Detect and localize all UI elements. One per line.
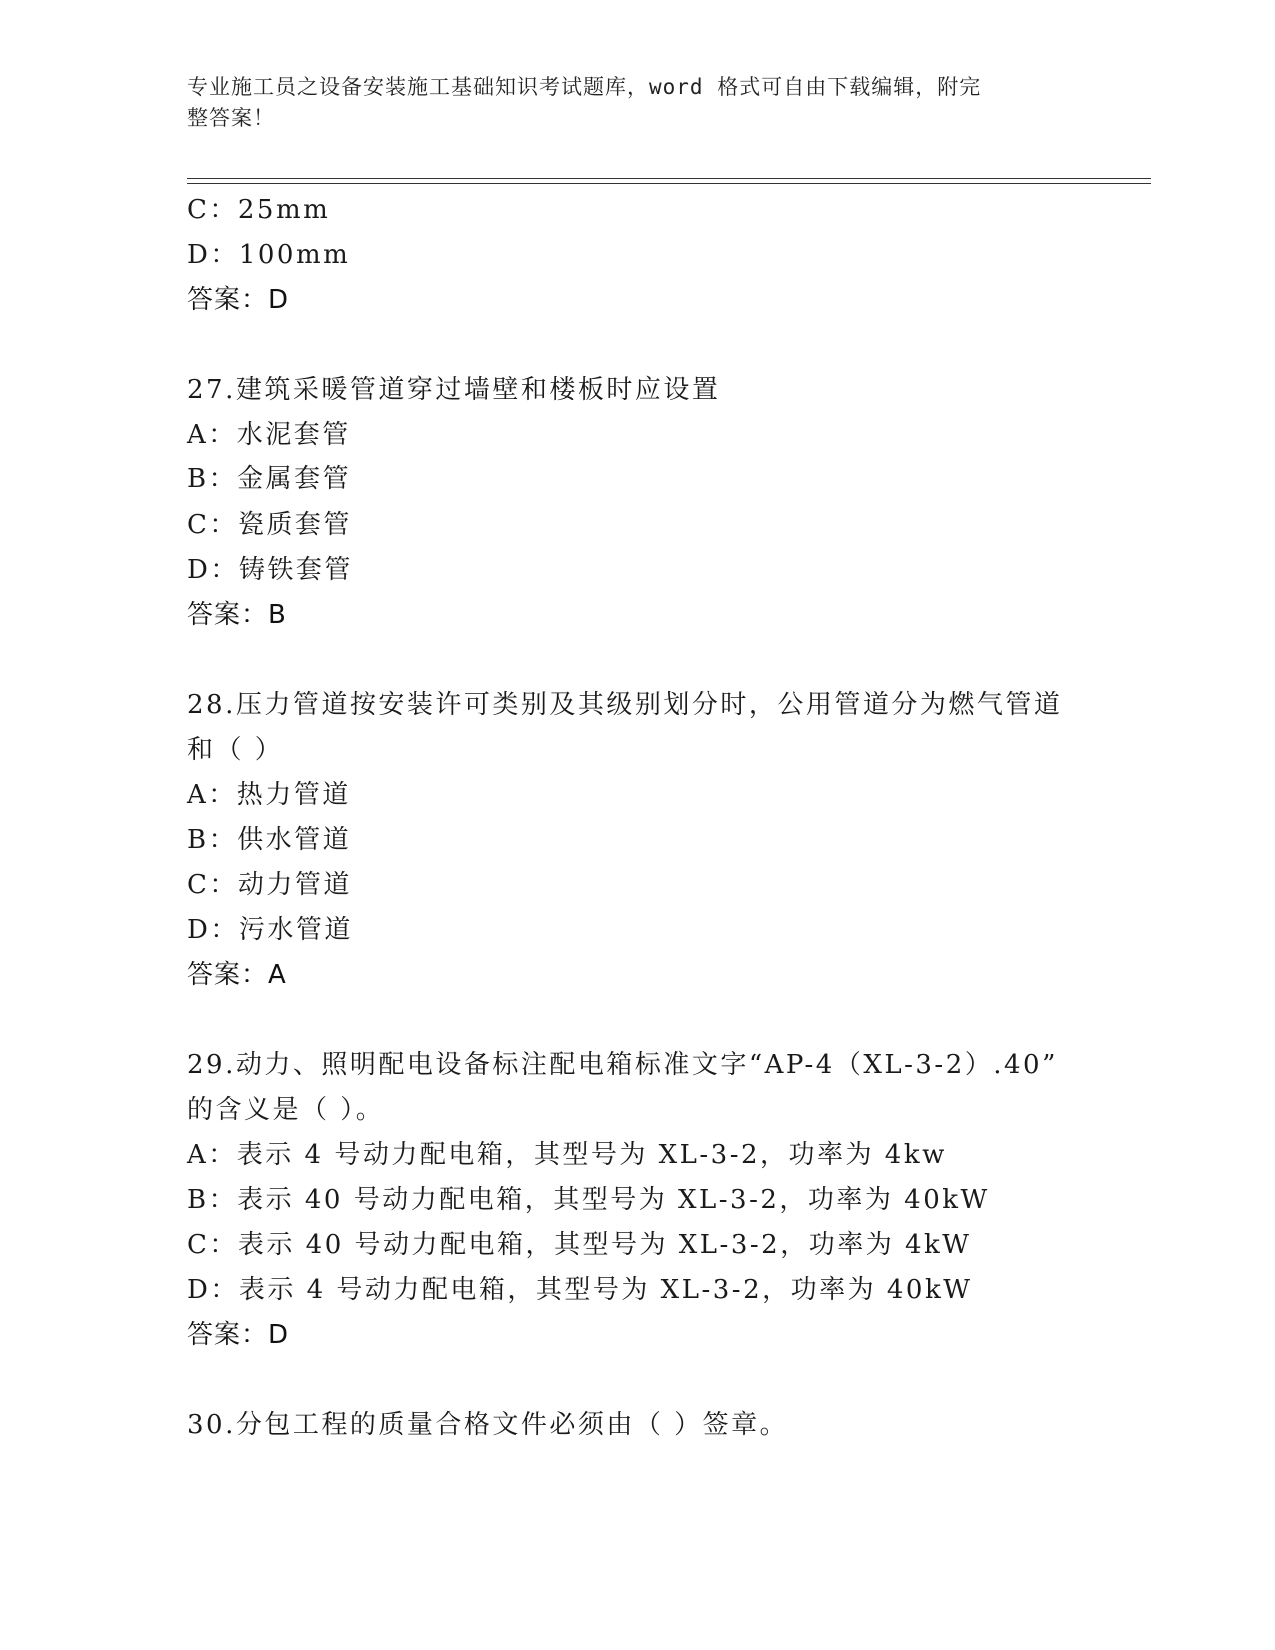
q28-option-b: B：供水管道 — [187, 825, 352, 855]
header-divider-bottom — [187, 183, 1151, 184]
q28-option-a: A：热力管道 — [187, 780, 351, 810]
q27-option-c: C：瓷质套管 — [187, 510, 352, 540]
q29-question-line-1: 29.动力、照明配电设备标注配电箱标准文字“AP-4（XL-3-2）.40” — [187, 1050, 1058, 1080]
q27-answer: 答案：B — [187, 600, 287, 630]
header-divider-top — [187, 178, 1151, 179]
q29-option-b: B：表示 40 号动力配电箱，其型号为 XL-3-2，功率为 40kW — [187, 1185, 990, 1215]
header-line-2: 整答案！ — [187, 106, 275, 130]
q30-question: 30.分包工程的质量合格文件必须由（ ）签章。 — [187, 1410, 789, 1440]
q26-answer: 答案：D — [187, 285, 290, 315]
q27-question: 27.建筑采暖管道穿过墙壁和楼板时应设置 — [187, 375, 721, 405]
q28-question-line-1: 28.压力管道按安装许可类别及其级别划分时，公用管道分为燃气管道 — [187, 690, 1063, 720]
q29-answer: 答案：D — [187, 1320, 290, 1350]
document-header — [187, 72, 1067, 134]
q27-option-b: B：金属套管 — [187, 464, 352, 494]
q28-question-line-2: 和（ ） — [187, 735, 284, 765]
q27-option-d: D：铸铁套管 — [187, 555, 353, 585]
q28-answer: 答案：A — [187, 960, 287, 990]
q29-question-line-2: 的含义是（ ）。 — [187, 1095, 385, 1125]
q27-option-a: A：水泥套管 — [187, 420, 351, 450]
q29-option-d: D：表示 4 号动力配电箱，其型号为 XL-3-2，功率为 40kW — [187, 1275, 973, 1305]
q26-option-c: C：25mm — [187, 195, 331, 225]
q29-option-a: A：表示 4 号动力配电箱，其型号为 XL-3-2，功率为 4kw — [187, 1140, 947, 1170]
q28-option-c: C：动力管道 — [187, 870, 352, 900]
q29-option-c: C：表示 40 号动力配电箱，其型号为 XL-3-2，功率为 4kW — [187, 1230, 972, 1260]
header-line-1: 专业施工员之设备安装施工基础知识考试题库，word 格式可自由下载编辑，附完 — [187, 75, 982, 99]
q26-option-d: D：100mm — [187, 240, 351, 270]
q28-option-d: D：污水管道 — [187, 915, 353, 945]
